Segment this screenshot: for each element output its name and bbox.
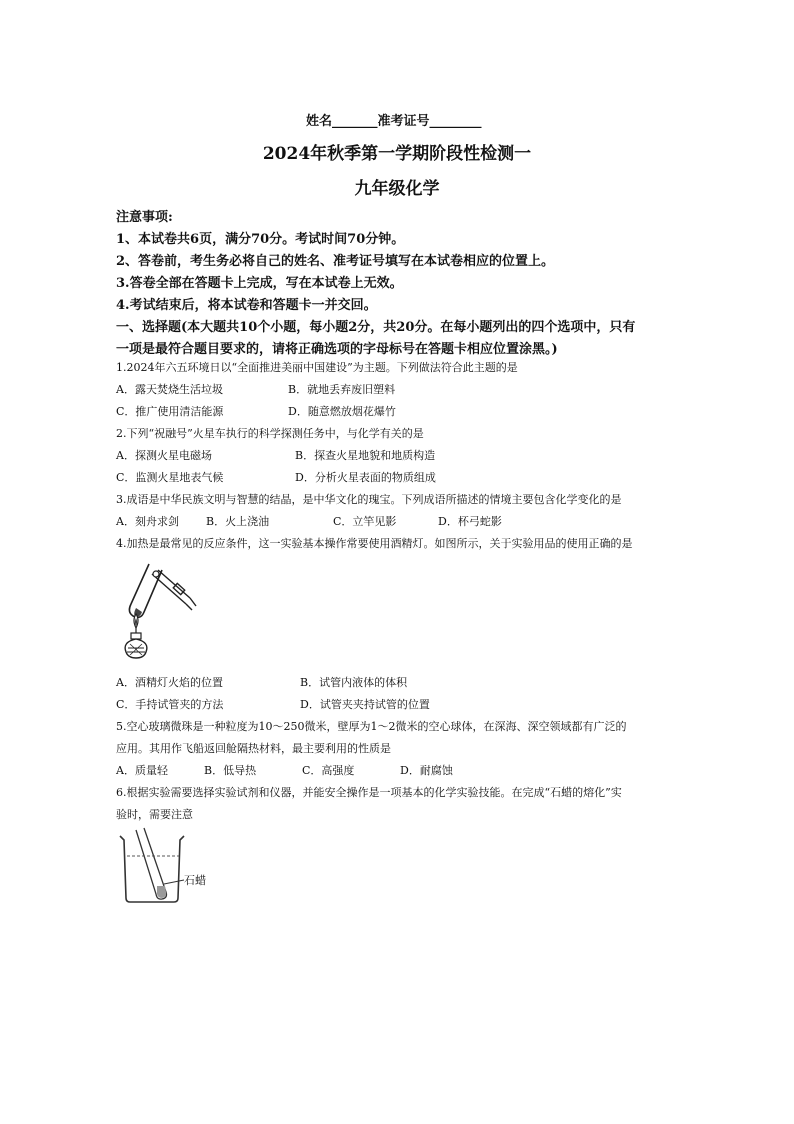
id-label: 准考证号 xyxy=(377,114,430,129)
question-6-stem-cont: 验时，需要注意 xyxy=(116,808,193,821)
question-2-stem: 2.下列“祝融号”火星车执行的科学探测任务中，与化学有关的是 xyxy=(116,427,424,440)
note-item: 2、答卷前，考生务必将自己的姓名、准考证号填写在本试卷相应的位置上。 xyxy=(116,254,555,269)
question-4-option-b: B．试管内液体的体积 xyxy=(300,676,408,689)
question-5-option-c: C．高强度 xyxy=(302,764,355,777)
question-5-stem-cont: 应用。其用作飞船返回舱隔热材料，最主要利用的性质是 xyxy=(116,742,391,755)
exam-header xyxy=(306,110,482,129)
paraffin-beaker-figure xyxy=(114,826,234,906)
question-4-option-c: C．手持试管夹的方法 xyxy=(116,698,224,711)
notes-heading: 注意事项: xyxy=(116,210,173,225)
name-label: 姓名 xyxy=(306,114,333,129)
question-2-option-a: A．探测火星电磁场 xyxy=(116,449,212,462)
question-2-option-b: B．探查火星地貌和地质构造 xyxy=(295,449,436,462)
paraffin-label: 石蜡 xyxy=(184,874,206,887)
question-1-option-d: D．随意燃放烟花爆竹 xyxy=(288,405,396,418)
question-3-option-b: B．火上浇油 xyxy=(206,515,270,528)
question-4-option-d: D．试管夹夹持试管的位置 xyxy=(300,698,430,711)
note-item: 3.答卷全部在答题卡上完成，写在本试卷上无效。 xyxy=(116,276,403,291)
alcohol-lamp-heating-figure xyxy=(122,560,204,670)
question-5-option-b: B．低导热 xyxy=(204,764,257,777)
question-6-stem: 6.根据实验需要选择实验试剂和仪器，并能安全操作是一项基本的化学实验技能。在完成“石蜡的熔化”实 xyxy=(116,786,622,799)
section-heading-line2: 一项是最符合题目要求的，请将正确选项的字母标号在答题卡相应位置涂黑。) xyxy=(116,342,558,357)
section-heading-line1: 一、选择题(本大题共10个小题，每小题2分，共20分。在每小题列出的四个选项中，只有 xyxy=(116,320,636,335)
question-3-option-d: D．杯弓蛇影 xyxy=(438,515,502,528)
id-blank: ________ xyxy=(429,114,482,129)
question-3-option-a: A．刻舟求剑 xyxy=(116,515,179,528)
page-subtitle: 九年级化学 xyxy=(354,179,440,199)
question-2-option-c: C．监测火星地表气候 xyxy=(116,471,224,484)
question-5-option-a: A．质量轻 xyxy=(116,764,168,777)
question-4-option-a: A．酒精灯火焰的位置 xyxy=(116,676,223,689)
question-1-stem: 1.2024年六五环境日以“全面推进美丽中国建设”为主题。下列做法符合此主题的是 xyxy=(116,361,518,374)
name-blank: _______ xyxy=(332,114,378,129)
page-title: 2024年秋季第一学期阶段性检测一 xyxy=(262,144,532,164)
note-item: 4.考试结束后，将本试卷和答题卡一并交回。 xyxy=(116,298,377,313)
question-3-stem: 3.成语是中华民族文明与智慧的结晶，是中华文化的瑰宝。下列成语所描述的情境主要包含化学变化的是 xyxy=(116,493,622,506)
question-4-stem: 4.加热是最常见的反应条件，这一实验基本操作常要使用酒精灯。如图所示，关于实验用品的使用正确的是 xyxy=(116,537,633,550)
question-5-option-d: D．耐腐蚀 xyxy=(400,764,453,777)
question-1-option-c: C．推广使用清洁能源 xyxy=(116,405,224,418)
question-2-option-d: D．分析火星表面的物质组成 xyxy=(295,471,436,484)
question-3-option-c: C．立竿见影 xyxy=(333,515,397,528)
beaker-icon xyxy=(114,826,234,906)
note-item: 1、本试卷共6页，满分70分。考试时间70分钟。 xyxy=(116,232,405,247)
question-5-stem: 5.空心玻璃微珠是一种粒度为10～250微米，壁厚为1～2微米的空心球体，在深海、深空领域都有广泛的 xyxy=(116,720,627,733)
question-1-option-a: A．露天焚烧生活垃圾 xyxy=(116,383,223,396)
question-1-option-b: B．就地丢弃废旧塑料 xyxy=(288,383,396,396)
